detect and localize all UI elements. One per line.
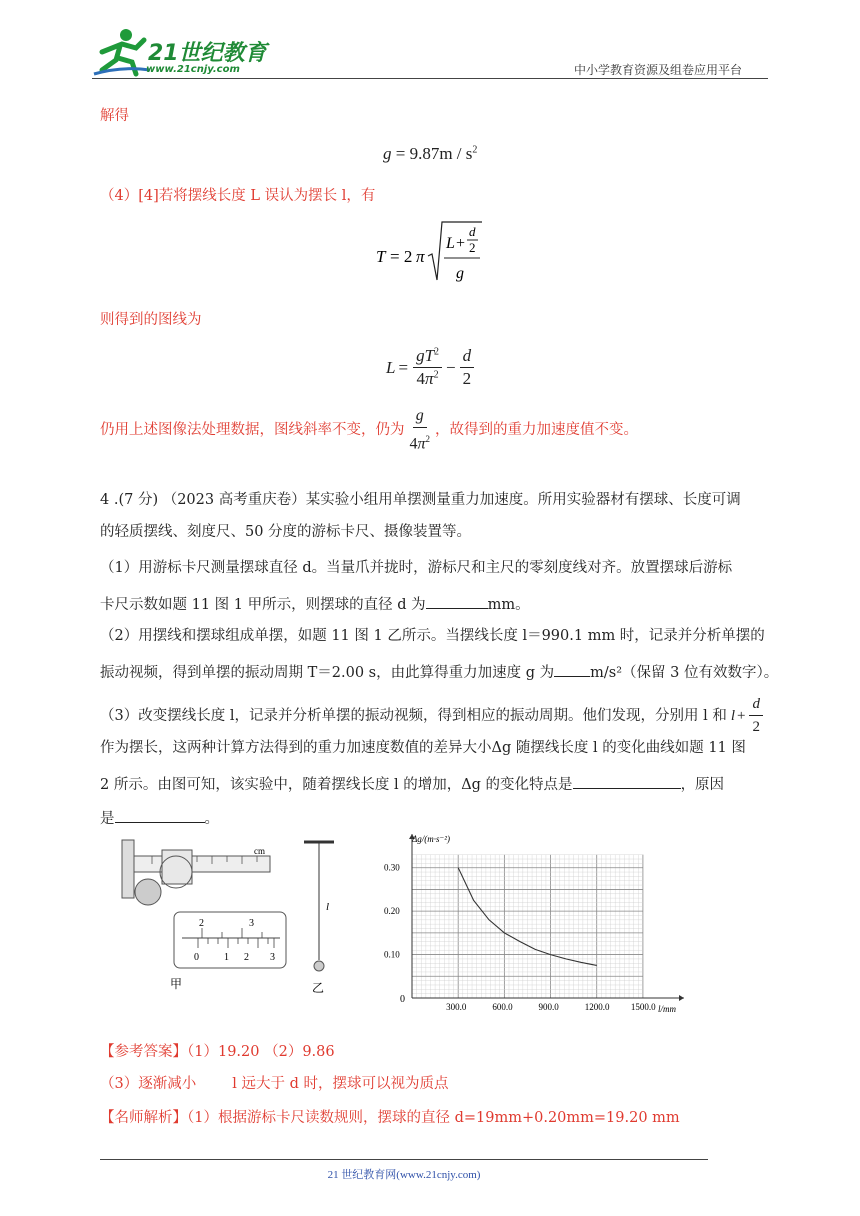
question-intro-2: 的轻质摆线、刻度尺、50 分度的游标卡尺、摄像装置等。 [100, 524, 472, 540]
question-part3-c: 2 所示。由图可知，该实验中，随着摆线长度 l 的增加，Δg 的变化特点是 ，原因 [100, 772, 724, 795]
figure-caliper-pendulum [112, 836, 352, 996]
logo-runner-icon [92, 26, 152, 78]
question-part1-b: 卡尺示数如题 11 图 1 甲所示，则摆球的直径 d 为 mm。 [100, 592, 530, 615]
formula-T [370, 218, 490, 290]
label-yi: 乙 [312, 981, 325, 995]
chart-ylabel: Δg/(m·s⁻²) [412, 834, 450, 844]
svg-text:g: g [456, 265, 464, 282]
chart-y-tick-label: 0.20 [384, 906, 400, 917]
graph-line-label: 则得到的图线为 [100, 312, 202, 328]
svg-text:0: 0 [194, 952, 199, 963]
svg-text:2: 2 [469, 240, 476, 255]
question-part2-a: （2）用摆线和摆球组成单摆，如题 11 图 1 乙所示。当摆线长度 l＝990.1 mm 时，记录并分析单摆的 [100, 628, 765, 644]
question-part1-a: （1）用游标卡尺测量摆球直径 d。当量爪并拢时，游标尺和主尺的零刻度线对齐。放置摆球后游标 [100, 560, 733, 576]
footer-rule [100, 1159, 708, 1160]
label-jia: 甲 [170, 977, 183, 991]
chart-x-tick-label: 300.0 [446, 1002, 467, 1012]
chart-x-tick-label: 1500.0 [630, 1002, 656, 1012]
answer-tag: 【参考答案】 [100, 1044, 187, 1060]
svg-text:2: 2 [199, 918, 204, 929]
header-rule [92, 78, 768, 79]
svg-text:= 2: = 2 [390, 247, 413, 266]
conclusion-line [100, 406, 638, 454]
header [0, 0, 860, 82]
chart-xlabel: l/mm [658, 1004, 676, 1014]
logo-text: 21世纪教育 [148, 41, 267, 66]
formula-L: L = $\frac{gT^2}{4\pi^2}$ − $\frac{d}{2}$ [386, 346, 476, 389]
svg-text:+: + [456, 235, 466, 252]
delta-g-chart [366, 828, 696, 1018]
g-result-formula: $g = 9.87m / s^2$ [383, 144, 478, 163]
chart-y-tick-label: 0.10 [384, 949, 400, 960]
chart-y-tick-label: 0.30 [384, 862, 400, 873]
chart-grid [412, 855, 643, 998]
caliper-unit-label: cm [254, 846, 265, 856]
platform-name: 中小学教育资源及组卷应用平台 [574, 63, 743, 77]
answer-blank-4 [115, 806, 205, 823]
pendulum-length-label: l [326, 901, 330, 913]
svg-text:3: 3 [270, 952, 275, 963]
analysis-tag: 【名师解析】 [100, 1110, 187, 1126]
answer-blank-1 [426, 592, 488, 609]
svg-text:d: d [469, 224, 476, 239]
jiede-label: 解得 [100, 108, 129, 124]
question-number: 4 [100, 492, 110, 508]
answer-blank-2 [554, 660, 590, 677]
question-part2-b: 振动视频，得到单摆的振动周期 T＝2.00 s，由此算得重力加速度 g 为 m/s²（保留 3 位有效数字）。 [100, 660, 778, 683]
chart-x-tick-label: 600.0 [492, 1002, 513, 1012]
answer-line-2: （3）逐渐减小 l 远大于 d 时，摆球可以视为质点 [100, 1076, 449, 1092]
question-part3-d: 是 。 [100, 806, 219, 829]
conclusion-text-b: ，故得到的重力加速度值不变。 [435, 422, 639, 439]
question-intro: 4 .(7 分) （2023 高考重庆卷）某实验小组用单摆测量重力加速度。所用实验器材有摆球、长度可调 [100, 492, 741, 508]
svg-text:T: T [376, 247, 386, 266]
part4-text: （4）[4]若将摆线长度 L 误认为摆长 l，有 [100, 188, 376, 204]
svg-text:3: 3 [249, 918, 254, 929]
question-part3-a: （3）改变摆线长度 l，记录并分析单摆的振动视频，得到相应的振动周期。他们发现，分别用 l 和 l + $\frac{d}{2}$ [100, 694, 765, 737]
svg-text:1: 1 [224, 952, 229, 963]
chart-x-tick-label: 1200.0 [584, 1002, 610, 1012]
svg-text:π: π [416, 247, 425, 266]
svg-text:L: L [446, 235, 455, 252]
logo-url: www.21cnjy.com [146, 64, 240, 75]
conclusion-text-a: 仍用上述图像法处理数据，图线斜率不变，仍为 [100, 422, 405, 439]
answer-line-1: 【参考答案】（1）19.20 （2）9.86 [100, 1044, 335, 1060]
slope-fraction: $\frac{g}{4\pi^2}$ [409, 407, 431, 453]
l-plus-d-over-2: l + $\frac{d}{2}$ [731, 694, 765, 737]
chart-x-axis-arrow [679, 995, 684, 1001]
svg-text:2: 2 [244, 952, 249, 963]
question-part3-b: 作为摆长，这两种计算方法得到的重力加速度数值的差异大小Δg 随摆线长度 l 的变化曲线如题 11 图 [100, 740, 746, 756]
chart-x-tick-label: 900.0 [538, 1002, 559, 1012]
answer-blank-3 [573, 772, 681, 789]
analysis-line: 【名师解析】（1）根据游标卡尺读数规则，摆球的直径 d=19mm+0.20mm=19.20 mm [100, 1110, 680, 1126]
footer-text: 21 世纪教育网(www.21cnjy.com) [327, 1169, 481, 1181]
chart-origin-label: 0 [400, 994, 405, 1005]
